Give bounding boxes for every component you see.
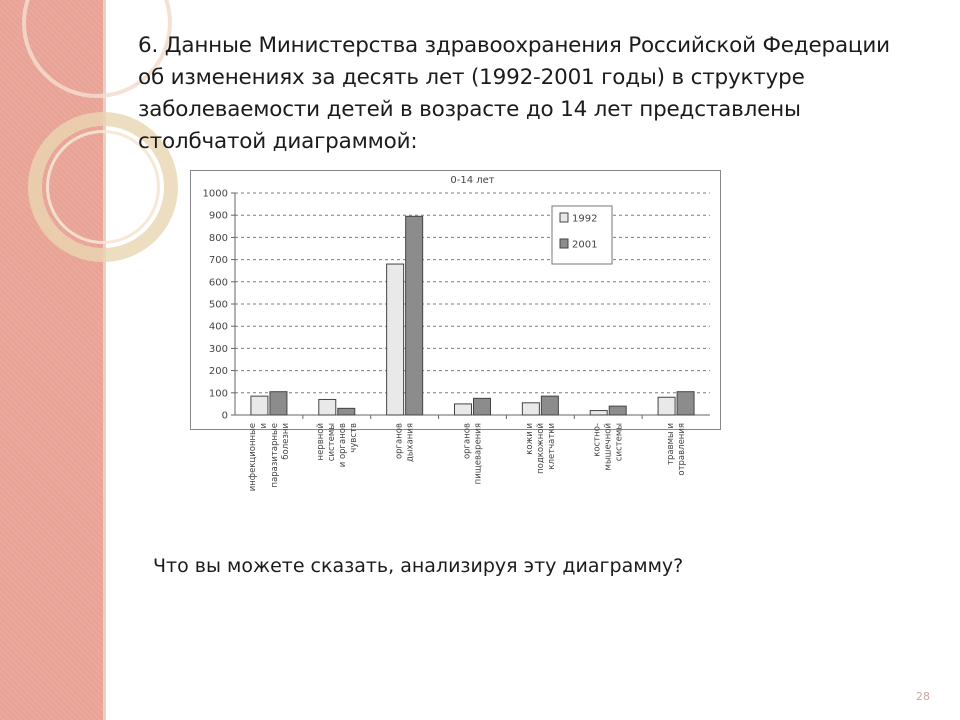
question-line: заболеваемости детей в возрасте до 14 лет представлены — [138, 97, 801, 122]
category-label: чувств — [348, 423, 359, 453]
bar-1992 — [455, 404, 472, 415]
legend-swatch — [560, 213, 568, 222]
category-label: отравления — [677, 422, 688, 476]
question-line: 6. Данные Министерства здравоохранения Российской Федерации — [138, 33, 890, 58]
bar-chart — [190, 170, 730, 510]
bar-2001 — [609, 406, 626, 415]
y-tick-label: 300 — [208, 343, 228, 355]
y-tick-label: 800 — [208, 232, 228, 244]
chart-svg — [190, 170, 730, 510]
y-tick-label: 200 — [208, 366, 228, 378]
chart-title: 0-14 лет — [450, 175, 495, 186]
category-label: инфекционные — [247, 423, 258, 492]
category-label: клетчатки — [546, 423, 557, 470]
chart-frame — [191, 171, 721, 430]
bar-1992 — [251, 396, 268, 415]
decorative-side-band — [0, 0, 106, 720]
category-label: кожи и — [524, 423, 535, 455]
bar-1992 — [319, 399, 336, 415]
y-tick-label: 700 — [208, 255, 228, 267]
y-tick-label: 600 — [208, 277, 228, 289]
category-label: травмы и — [666, 422, 677, 465]
bar-2001 — [677, 392, 694, 415]
y-tick-label: 100 — [208, 388, 228, 400]
y-tick-label: 1000 — [202, 188, 228, 200]
legend-label: 1992 — [572, 213, 598, 225]
category-label: и — [258, 423, 269, 429]
bar-1992 — [387, 264, 404, 415]
bar-2001 — [474, 398, 491, 415]
bar-1992 — [658, 397, 675, 415]
y-tick-label: 900 — [208, 210, 228, 222]
slide-number: 28 — [916, 690, 930, 703]
category-label: пищеварения — [473, 423, 484, 485]
question-line: столбчатой диаграммой: — [138, 129, 418, 154]
bar-2001 — [541, 396, 558, 415]
bar-1992 — [590, 411, 607, 415]
legend-swatch — [560, 239, 568, 248]
category-label: органов — [394, 423, 405, 460]
category-label: дыхания — [405, 423, 416, 463]
category-label: болезни — [280, 423, 291, 460]
category-label: и органов — [337, 423, 348, 468]
y-tick-label: 500 — [208, 299, 228, 311]
category-label: костно- — [592, 423, 603, 457]
bar-2001 — [406, 216, 423, 415]
discussion-prompt: Что вы можете сказать, анализируя эту диаграмму? — [153, 555, 684, 577]
bar-1992 — [522, 403, 539, 415]
category-label: подкожной — [535, 423, 546, 474]
bar-2001 — [338, 408, 355, 415]
question-text — [138, 30, 928, 158]
category-label: мышечной — [603, 423, 614, 471]
category-label: системы — [614, 423, 625, 462]
category-label: нервной — [315, 423, 326, 461]
category-label: системы — [326, 423, 337, 462]
category-label: органов — [462, 423, 473, 460]
y-tick-label: 0 — [221, 410, 228, 422]
bar-2001 — [270, 392, 287, 415]
question-line: об изменениях за десять лет (1992-2001 годы) в структуре — [138, 65, 805, 90]
category-label: паразитарные — [269, 423, 280, 488]
legend-label: 2001 — [572, 239, 598, 251]
y-tick-label: 400 — [208, 321, 228, 333]
